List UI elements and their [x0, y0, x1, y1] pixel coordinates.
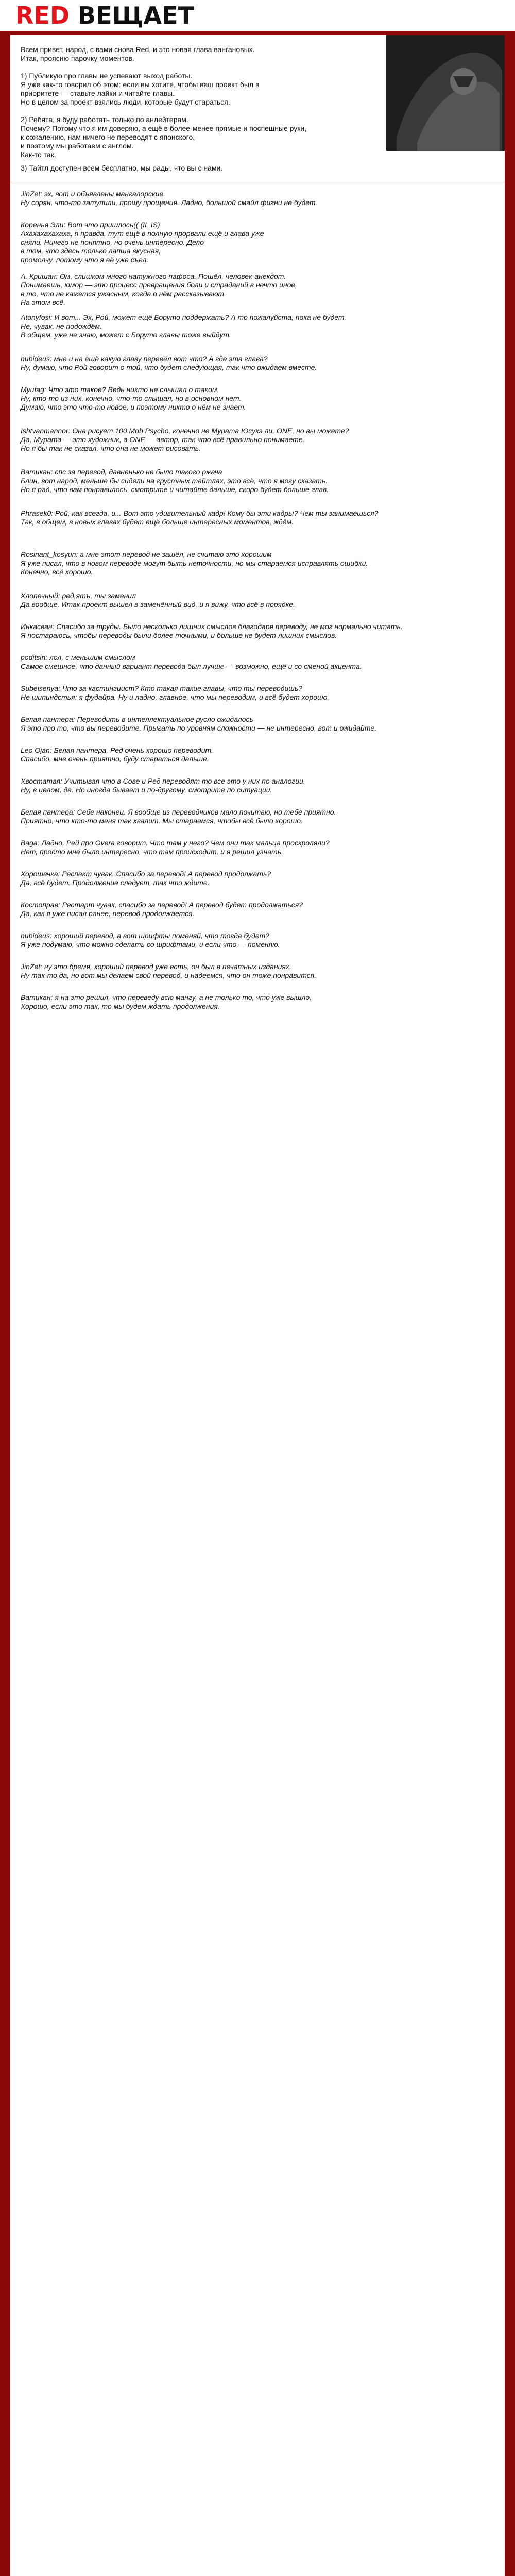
section-leo-ojan: Leo Ojan: Белая пантера, Ред очень хорошо переводит. Спасибо, мне очень приятно, буду стараться дальше.: [21, 746, 213, 763]
brand-red: RED: [15, 2, 70, 29]
section-myufag: Myufag: Что это такое? Ведь никто не слышал о таком. Ну, кто-то из них, конечно, что-то слышал, но в основном нет. Думаю, что это что-то новое, и поэтому никто о нём не знает.: [21, 385, 246, 411]
section-ishtvanmannor: Ishtvanmannor: Она рисует 100 Mob Psycho, конечно не Мурата Юсукэ ли, ONE, но вы можете? Да, Мурата — это художник, а ONE — автор, так что всё правильно понимаете. Но я бы так не сказал, что она не может рисовать.: [21, 427, 349, 452]
section-jinzet: JinZet: эх, вот и объявлены мангалорские. Ну сорян, что-то затупили, прошу прощения. Ладно, большой смайл фигни не будет.: [21, 190, 318, 207]
section-rosinant: Rosinant_kosyun: а мне этот перевод не зашёл, не считаю это хорошим Я уже писал, что в новом переводе могут быть неточности, но мы стараемся исправлять ошибки. Конечно, всё хорошо.: [21, 550, 368, 576]
section-inkasvan: Инкасван: Спасибо за труды. Было несколько лишних смыслов благодаря переводу, не мог нормально читать. Я постараюсь, чтобы переводы были более точными, и больше не будет лишних смыслов.: [21, 622, 403, 639]
section-baga: Baga: Ладно, Рей про Overa говорит. Что там у него? Чем они так мальца проскроляли? Нет, просто мне было интересно, что там происходит, и я решил узнать.: [21, 839, 330, 856]
section-poditsin: poditsin: лол, с меньшим смыслом Самое смешное, что данный вариант перевода был лучше — возможно, ещё и со сменой акцента.: [21, 653, 362, 670]
section-hvostataya: Хвостатая: Учитывая что в Сове и Ред переводят то все это у них по аналогии. Ну, в целом, да. Но иногда бывает и по-другому, смотрите по ситуации.: [21, 777, 305, 794]
section-jinzet-2: JinZet: ну это бремя, хороший перевод уже есть, он был в печатных изданиях. Ну так-то да, но вот мы делаем свой перевод, и надеемся, что он тоже понравится.: [21, 962, 317, 979]
section-korenya: Коренья Эли: Вот что пришлось(( (II_IS) Ахахахахахаха, я правда, тут ещё в полную прорвали ещё и глава уже сняли. Ничего не понятно, но очень интересно. Дело в том, что здесь только лапша вкусная, промолчу, потому что я её уже съел.: [21, 221, 264, 264]
header: [0, 0, 515, 31]
intro-text: Всем привет, народ, с вами снова Red, и это новая глава вангановых. Итак, проясню парочку моментов. 1) Публикую про главы не успевают выход работы. Я уже как-то говорил об этом: если вы хотите, чтобы ваш проект был в приоритете — ставьте лайки и читайте главы. Но в целом за проект взялись люди, которые будут стараться. 2) Ребята, я буду работать только по анлейтерам. Почему? Потому что я им доверяю, а ещё в более-менее прямые и поспешные руки, к сожалению, нам ничего не переводят с японского, и поэтому мы работаем с англом. Как-то так.: [21, 45, 307, 159]
section-krishan: А. Кришан: Ом, слишком много натужного пафоса. Пошёл, человек-анекдот. Понимаешь, юмор — это процесс превращения боли и страданий в нечто иное, в то, что не кажется ужасным, когда о нём рассказывают. На этом всё.: [21, 272, 298, 307]
section-vatikan-2: Ватикан: я на это решил, что переведу всю мангу, а не только то, что уже вышло. Хорошо, если это так, то мы будем ждать продолжения.: [21, 993, 312, 1010]
section-atonyfosi: Atonyfosi: И вот... Эх, Рой, может ещё Боруто поддержать? А то пожалуйста, пока не будет. Не, чувак, не подождём. В общем, уже не знаю, может с Боруто главы тоже выйдут.: [21, 313, 347, 339]
brand-rest: ВЕЩАЕТ: [70, 2, 194, 29]
section-nubideus-2: nubideus: хороший перевод, а вот шрифты поменяй, что тогда будет? Я уже подумаю, что можно сделать со шрифтами, и если что — поменяю.: [21, 931, 280, 948]
section-phrasek0: Phrasek0: Рой, как всегда, и... Вот это удивительный кадр! Кому бы эти кадры? Чем ты занимаешься? Так, в общем, в новых главах будет ещё больше интересных моментов, ждём.: [21, 509, 379, 526]
section-horoshechka: Хорошечка: Респект чувак. Спасибо за перевод! А перевод продолжать? Да, всё будет. Продолжение следует, так что ждите.: [21, 870, 271, 887]
content-panel: [10, 35, 505, 2576]
section-vatikan: Ватикан: спс за перевод, давненько не было такого ржача Блин, вот народ, меньше бы сидели на грустных тайтлах, это всё, что я могу сказать. Но я рад, что вам понравилось, смотрите и читайте дальше, скоро будет больше глав.: [21, 468, 329, 494]
brand-logo: [15, 1, 194, 30]
section-nubideus: nubideus: мне и на ещё какую главу перевёл вот что? А где эта глава? Ну, думаю, что Рой говорит о той, что будет следующая, так что ожидаем вместе.: [21, 354, 317, 371]
section-white-panther: Белая пантера: Переводить в интеллектуальное русло ожидалось Я это про то, что вы переводите. Прыгать по уровням сложности — не интересно, вот и ожидайте.: [21, 715, 377, 732]
section-hlopechny: Хлопечный: ред,ятъ, ты заменил Да вообще. Итак проект вышел в заменённый вид, и я вижу, что всё в порядке.: [21, 591, 295, 608]
art-illustration: [386, 35, 505, 151]
section-kostopravs: Костоправ: Рестарт чувак, спасибо за перевод! А перевод будет продолжаться? Да, как я уже писал ранее, перевод продолжается.: [21, 901, 303, 918]
header-art-image: [386, 35, 505, 151]
section-white-panther-2: Белая пантера: Себе наконец. Я вообще из переводчиков мало почитаю, но тебе приятно. Приятно, что кто-то меня так хвалит. Мы стараемся, чтобы всё было хорошо.: [21, 808, 336, 825]
intro-text-2: 3) Тайтл доступен всем бесплатно, мы рады, что вы с нами.: [21, 164, 223, 172]
section-subeisenya: Subeisenya: Что за кастингиист? Кто такая такие главы, что ты переводишь? Не шипиндстья: я фудайра. Ну и ладно, главное, что мы переводим, и всё будет хорошо.: [21, 684, 330, 701]
